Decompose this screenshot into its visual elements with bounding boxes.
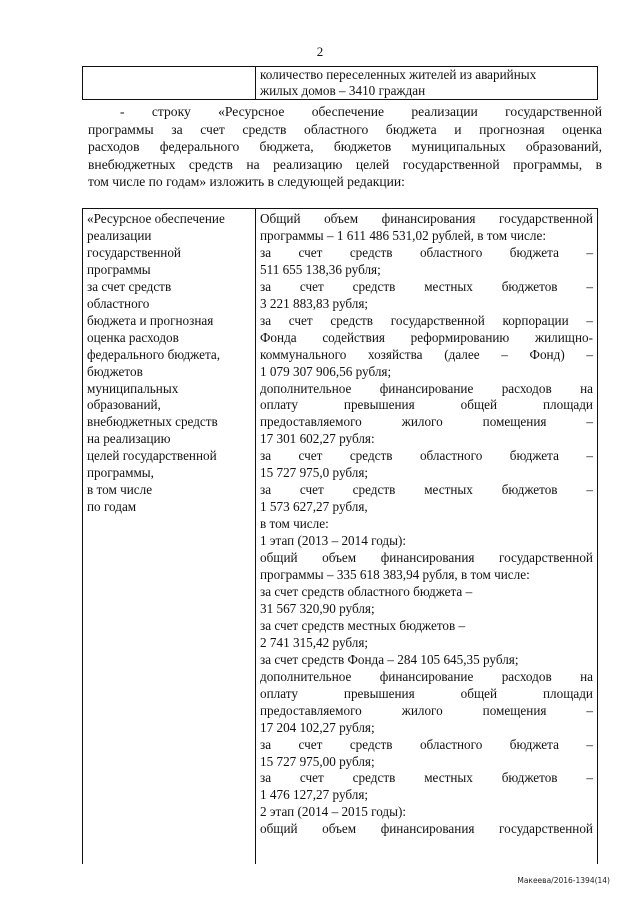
value-line: дополнительное финансирование расходов на: [260, 380, 593, 396]
value-line: за счет средств областного бюджета –: [260, 244, 593, 260]
value-line: 17 301 602,27 рубля:: [260, 431, 375, 447]
page-number: 2: [316, 44, 324, 59]
label-line: «Ресурсное обеспечение: [87, 211, 225, 226]
value-line: дополнительное финансирование расходов на: [260, 668, 593, 684]
value-line: Общий объем финансирования государственной: [260, 211, 593, 226]
value-line: в том числе:: [260, 516, 329, 532]
previous-row-left-cell: [83, 67, 256, 99]
value-line: предоставляемого жилого помещения –: [260, 702, 593, 718]
value-line: коммунального хозяйства (далее – Фонд) –: [260, 346, 593, 362]
value-line: за счет средств местных бюджетов –: [260, 617, 466, 633]
previous-row-table: [82, 66, 598, 100]
value-line: за счет средств местных бюджетов –: [260, 482, 593, 498]
value-line: за счет средств государственной корпорации –: [260, 312, 593, 328]
value-line: 31 567 320,90 рубля;: [260, 600, 375, 616]
value-line: 3 221 883,83 рубля;: [260, 295, 369, 311]
label-line: реализации: [87, 227, 152, 243]
label-line: государственной: [87, 244, 181, 260]
value-line: 511 655 138,36 рубля;: [260, 261, 381, 277]
value-line: 2 этап (2014 – 2015 годы):: [260, 804, 407, 820]
previous-row-right-cell: [256, 67, 597, 99]
value-line: Фонда содействия реформированию жилищно-: [260, 329, 593, 345]
label-line: в том числе: [87, 482, 153, 498]
value-line: оплату превышения общей площади: [260, 685, 593, 701]
value-line: предоставляемого жилого помещения –: [260, 414, 593, 430]
value-line: за счет средств областного бюджета –: [260, 583, 473, 599]
value-line: программы – 335 618 383,94 рубля, в том числе:: [260, 567, 530, 583]
label-line: федерального бюджета,: [87, 346, 221, 362]
label-line: по годам: [87, 499, 137, 515]
intro-line: внебюджетных средств на реализацию целей государственной программы, в: [88, 156, 602, 172]
previous-row-line: количество переселенных жителей из аварийных: [260, 67, 537, 82]
label-line: на реализацию: [87, 431, 171, 447]
funding-table-label-cell: [83, 209, 256, 864]
value-line: 15 727 975,00 рубля;: [260, 753, 375, 769]
value-line: 2 741 315,42 рубля;: [260, 634, 369, 650]
intro-line: программы за счет средств областного бюджета и прогнозная оценка: [88, 121, 602, 137]
label-line: муниципальных: [87, 380, 179, 396]
value-line: за счет средств Фонда – 284 105 645,35 рубля;: [260, 651, 519, 667]
value-line: общий объем финансирования государственной: [260, 821, 593, 837]
label-line: бюджета и прогнозная: [87, 312, 214, 328]
label-line: целей государственной: [87, 448, 217, 464]
label-line: программы,: [87, 465, 154, 481]
value-line: 1 079 307 906,56 рубля;: [260, 363, 392, 379]
amendment-intro-paragraph: [88, 103, 602, 191]
value-line: программы – 1 611 486 531,02 рублей, в том числе:: [260, 227, 547, 243]
value-line: за счет средств местных бюджетов –: [260, 278, 593, 294]
label-line: внебюджетных средств: [87, 414, 218, 430]
label-line: оценка расходов: [87, 329, 179, 345]
value-line: 15 727 975,0 рубля;: [260, 465, 369, 481]
funding-table-value-cell: [256, 209, 597, 864]
intro-line: - строку «Ресурсное обеспечение реализации государственной: [120, 104, 602, 119]
value-line: за счет средств областного бюджета –: [260, 736, 593, 752]
value-line: 1 573 627,27 рубля,: [260, 499, 368, 515]
value-line: за счет средств местных бюджетов –: [260, 770, 593, 786]
label-line: за счет средств: [87, 278, 172, 294]
value-line: 1 этап (2013 – 2014 годы):: [260, 533, 407, 549]
previous-row-line: жилых домов – 3410 граждан: [260, 83, 426, 98]
value-line: 1 476 127,27 рубля;: [260, 787, 369, 803]
funding-table: [82, 208, 598, 864]
label-line: программы: [87, 261, 151, 277]
value-line: оплату превышения общей площади: [260, 397, 593, 413]
value-line: 17 204 102,27 рубля;: [260, 719, 375, 735]
value-line: за счет средств областного бюджета –: [260, 448, 593, 464]
label-line: бюджетов: [87, 363, 143, 379]
label-line: областного: [87, 295, 150, 311]
label-line: образований,: [87, 397, 161, 413]
document-footer-code: Макеева/2016-1394(14): [517, 876, 610, 885]
intro-line: том числе по годам» изложить в следующей редакции:: [88, 174, 405, 189]
value-line: общий объем финансирования государственной: [260, 550, 593, 566]
intro-line: расходов федерального бюджета, бюджетов муниципальных образований,: [88, 139, 602, 154]
